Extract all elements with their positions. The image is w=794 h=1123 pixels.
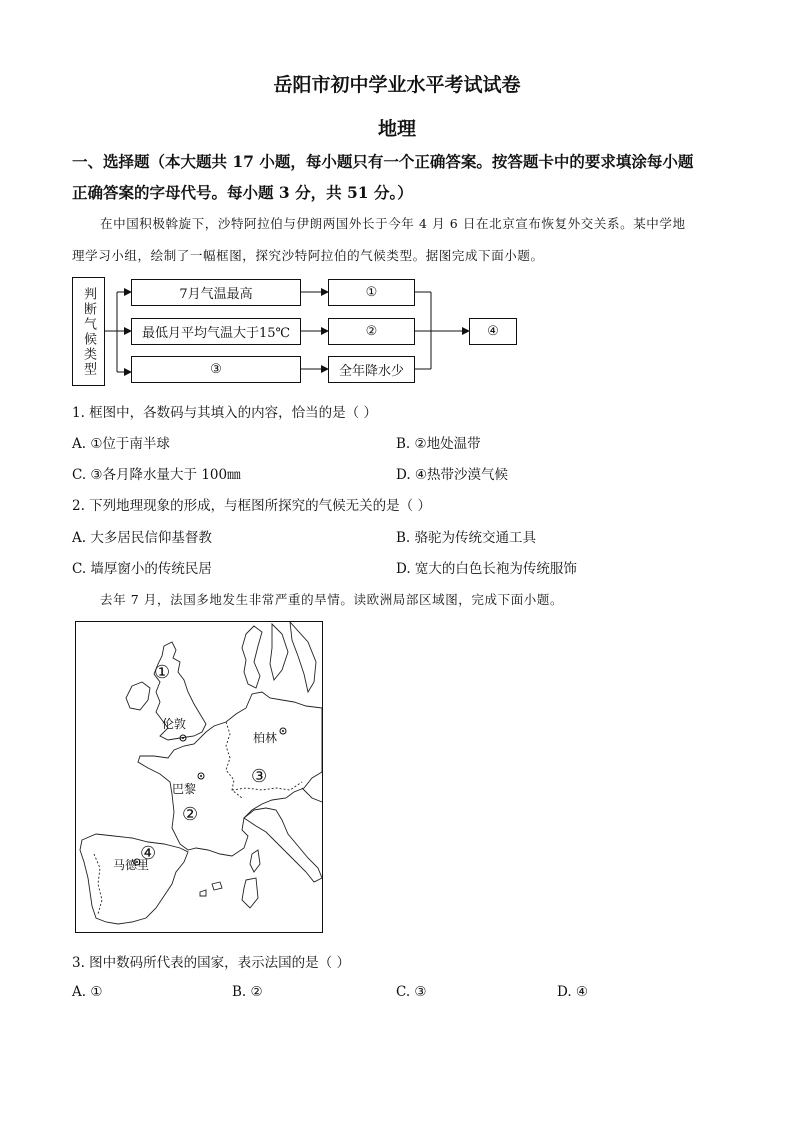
flowchart-mid2-box: ②: [328, 318, 415, 345]
europe-map: [75, 621, 323, 933]
flowchart-row1-box: 7月气温最高: [131, 279, 301, 306]
map-number-2: ②: [182, 804, 199, 825]
question-2-option-d[interactable]: D. 宽大的白色长袍为传统服饰: [396, 561, 577, 577]
flowchart-mid1-box: ①: [328, 279, 415, 306]
map-label-berlin: 柏林: [253, 731, 278, 745]
flowchart-row2-box: 最低月平均气温大于15℃: [131, 318, 301, 345]
section-heading-line2: 正确答案的字母代号。每小题 3 分，共 51 分。）: [72, 183, 413, 202]
section-heading-line1: 一、选择题（本大题共 17 小题，每小题只有一个正确答案。按答题卡中的要求填涂每小题: [72, 152, 694, 171]
subject-title: 地理: [377, 118, 416, 140]
flowchart-result-box: ④: [469, 318, 517, 345]
flowchart-row3-box: ③: [131, 356, 301, 383]
map-label-london: 伦敦: [162, 717, 187, 731]
question-3-option-d[interactable]: D. ④: [557, 984, 589, 1000]
question-2-stem: 2. 下列地理现象的形成，与框图所探究的气候无关的是（ ）: [72, 498, 431, 514]
map-number-1: ①: [154, 662, 171, 683]
map-label-paris: 巴黎: [172, 782, 197, 796]
question-2-option-c[interactable]: C. 墙厚窗小的传统民居: [72, 561, 212, 577]
question-1-option-c[interactable]: C. ③各月降水量大于 100㎜: [72, 467, 241, 483]
question-1-option-a[interactable]: A. ①位于南半球: [72, 436, 170, 452]
question-2-option-a[interactable]: A. 大多居民信仰基督教: [72, 530, 212, 546]
europe-map-drawing: [76, 622, 322, 932]
question-3-option-a[interactable]: A. ①: [72, 984, 103, 1000]
map-intro-paragraph: 去年 7 月，法国多地发生非常严重的旱情。读欧洲局部区域图，完成下面小题。: [100, 592, 564, 607]
question-1-option-d[interactable]: D. ④热带沙漠气候: [396, 467, 509, 483]
question-3-option-b[interactable]: B. ②: [232, 984, 263, 1000]
question-2-option-b[interactable]: B. 骆驼为传统交通工具: [396, 530, 537, 546]
flowchart-start-box: 判断气候类型: [72, 277, 105, 386]
map-number-4: ④: [140, 843, 157, 864]
city-markers: [134, 728, 286, 865]
flowchart-mid3-box: 全年降水少: [328, 356, 415, 383]
map-label-madrid: 马德里: [113, 858, 150, 872]
page-title: 岳阳市初中学业水平考试试卷: [273, 74, 521, 96]
question-1-stem: 1. 框图中，各数码与其填入的内容，恰当的是（ ）: [72, 405, 377, 421]
question-1-option-b[interactable]: B. ②地处温带: [396, 436, 481, 452]
intro-paragraph-line1: 在中国积极斡旋下，沙特阿拉伯与伊朗两国外长于今年 4 月 6 日在北京宣布恢复外交关系。某中学地: [100, 216, 686, 231]
question-3-stem: 3. 图中数码所代表的国家，表示法国的是（ ）: [72, 955, 350, 971]
question-3-option-c[interactable]: C. ③: [396, 984, 427, 1000]
map-number-3: ③: [251, 766, 268, 787]
intro-paragraph-line2: 理学习小组，绘制了一幅框图，探究沙特阿拉伯的气候类型。据图完成下面小题。: [72, 248, 544, 263]
